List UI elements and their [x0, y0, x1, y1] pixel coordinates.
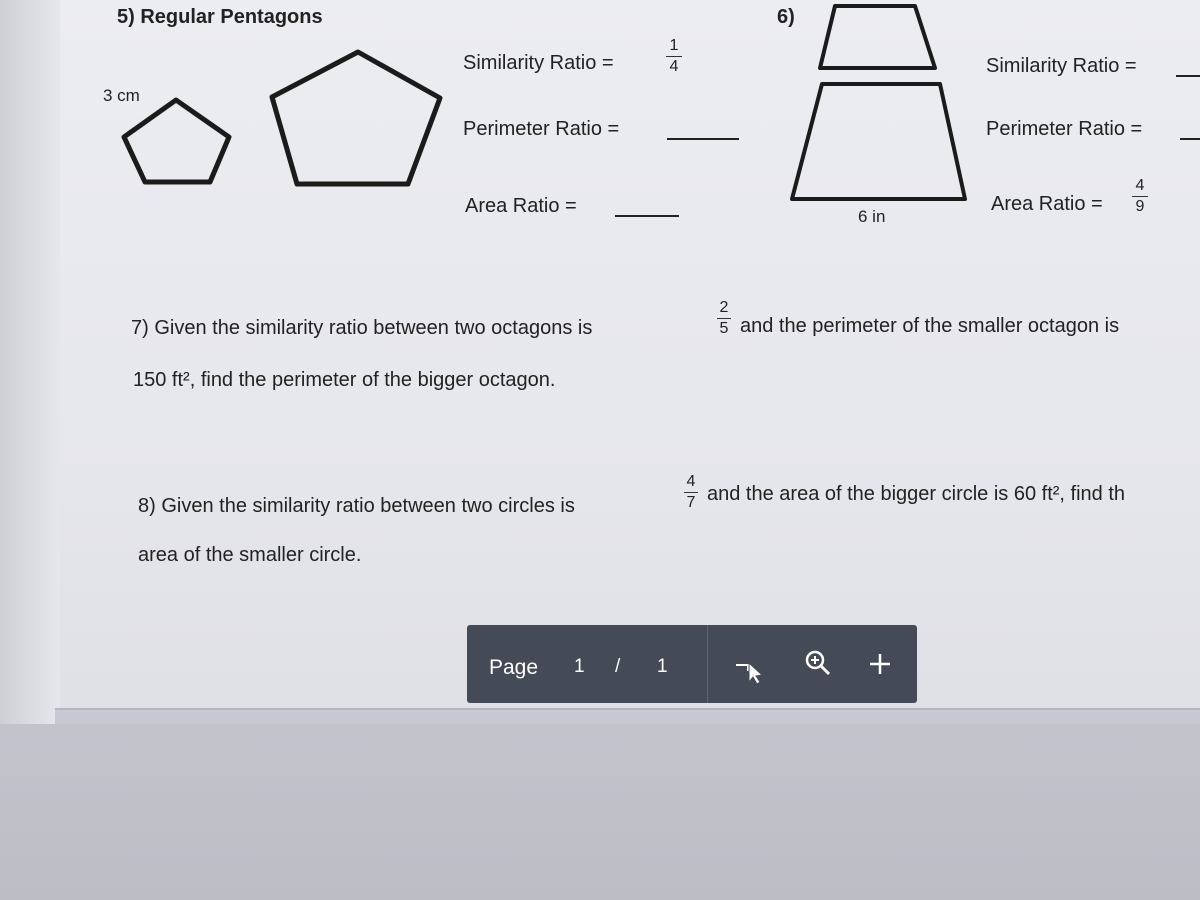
page-label: Page [489, 656, 539, 679]
problem7-text-line2: 150 ft², find the perimeter of the bigger octagon. [133, 369, 556, 391]
perimeter-answer-blank-6[interactable] [1180, 138, 1200, 140]
problem8-fraction [684, 474, 698, 511]
problem8-text-part2: and the area of the bigger circle is 60 ft², find th [707, 483, 1126, 505]
fraction-denominator: 9 [1135, 198, 1145, 215]
trapezoid-base-label: 6 in [858, 207, 886, 226]
area-answer-blank[interactable] [615, 215, 679, 217]
plus-icon[interactable] [868, 652, 892, 676]
fraction-bar [717, 318, 731, 319]
fraction-denominator: 7 [686, 494, 696, 511]
fraction-numerator: 1 [669, 37, 679, 54]
problem8-text-line2: area of the smaller circle. [138, 544, 362, 566]
current-page-input[interactable]: 1 [574, 656, 585, 677]
perimeter-ratio-label-6: Perimeter Ratio = [986, 118, 1143, 140]
area-ratio-fraction-6 [1132, 178, 1148, 215]
similarity-ratio-label-6: Similarity Ratio = [986, 55, 1137, 77]
viewer-background [0, 724, 1200, 900]
small-pentagon [124, 100, 229, 182]
area-ratio-label-6: Area Ratio = [991, 193, 1103, 215]
fraction-denominator: 5 [719, 320, 729, 337]
pentagon-side-label: 3 cm [103, 86, 140, 105]
problem5-title: 5) Regular Pentagons [117, 6, 323, 28]
small-trapezoid [820, 6, 935, 68]
perimeter-ratio-label: Perimeter Ratio = [463, 118, 620, 140]
fraction-numerator: 4 [686, 473, 696, 490]
fraction-numerator: 4 [1135, 177, 1145, 194]
area-ratio-label: Area Ratio = [465, 195, 577, 217]
total-pages: 1 [657, 656, 668, 677]
problem7-text-part1: 7) Given the similarity ratio between two octagons is [131, 317, 593, 339]
similarity-ratio-label: Similarity Ratio = [463, 52, 614, 74]
toolbar-divider [707, 625, 708, 703]
large-trapezoid [792, 84, 965, 199]
problem8-text-part1: 8) Given the similarity ratio between two circles is [138, 495, 575, 517]
fraction-bar [1132, 196, 1148, 197]
problem7-text-part2: and the perimeter of the smaller octagon is [740, 315, 1120, 337]
problem7-fraction [717, 300, 731, 337]
pdf-viewer-toolbar [467, 625, 917, 703]
fraction-bar [666, 56, 682, 57]
fraction-numerator: 2 [719, 299, 729, 316]
fraction-denominator: 4 [669, 58, 679, 75]
large-pentagon [272, 52, 440, 184]
perimeter-answer-blank[interactable] [667, 138, 739, 140]
fraction-bar [684, 492, 698, 493]
similarity-answer-blank-6[interactable] [1176, 75, 1200, 77]
similarity-ratio-fraction [666, 38, 682, 75]
select-cursor-icon[interactable] [734, 655, 764, 685]
page-separator: / [615, 656, 621, 677]
problem6-title: 6) [777, 6, 795, 28]
zoom-icon[interactable] [804, 649, 832, 677]
